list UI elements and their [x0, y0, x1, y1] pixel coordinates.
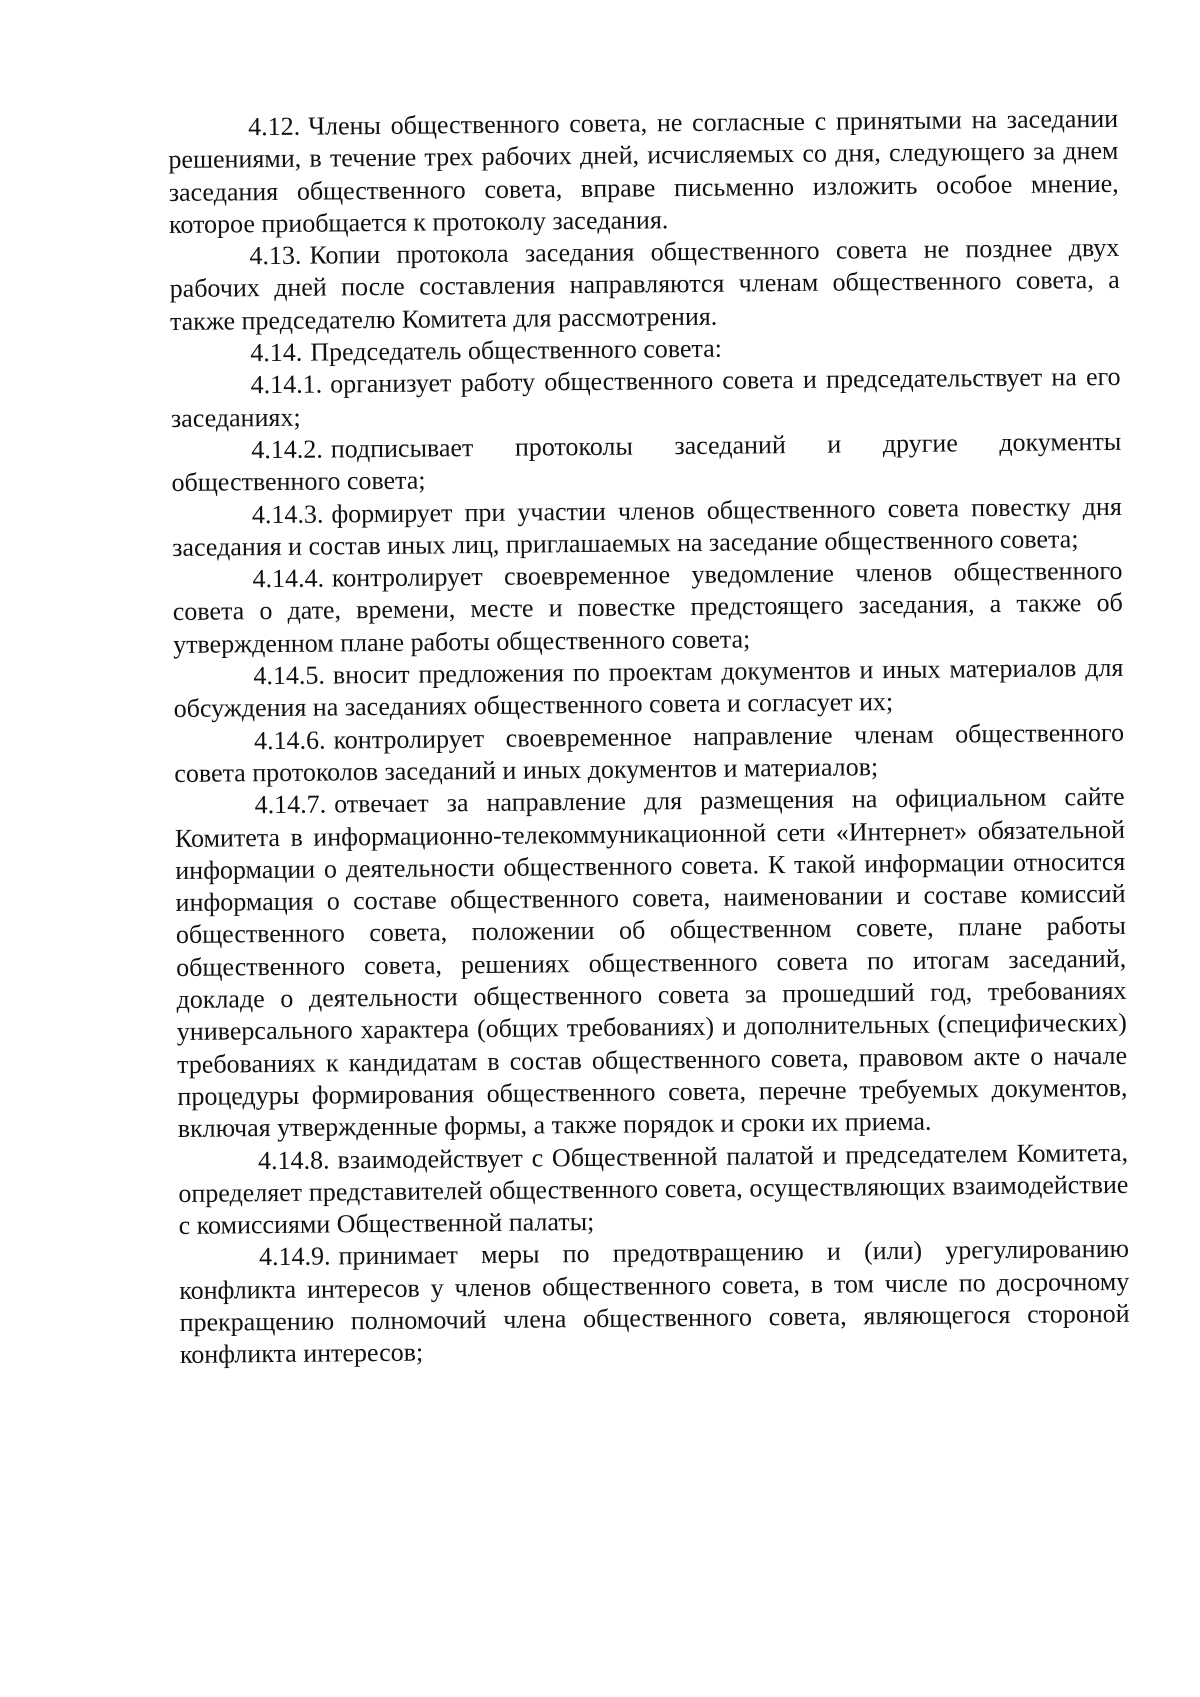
paragraph-4-14-8 — [178, 1136, 1129, 1242]
paragraph-text: Копии протокола заседания общественного совета не позднее двух рабочих дней после составления направляются членам общественного совета, а также председателю Комитета для рассмотрения. — [169, 233, 1120, 336]
paragraph-number: 4.14.6. — [253, 725, 326, 755]
paragraph-4-14-4 — [172, 555, 1123, 661]
paragraph-4-14-3 — [172, 490, 1123, 564]
paragraph-text: контролирует своевременное уведомление членов общественного совета о дате, времени, месте и повестке предстоящего заседания, а также об утвержденном плане работы общественного совета; — [172, 556, 1123, 659]
paragraph-number: 4.14.9. — [258, 1241, 331, 1272]
paragraph-text: отвечает за направление для размещения на официальном сайте Комитета в информационно-телекоммуникационной сети «Интернет» обязательной информации о деятельности общественного совета. К такой информации относится информация о составе общественного совета, наименовании и составе комиссий общественного совета, положении об общественном совете, плане работы общественного совета, решениях общественного совета по итогам заседаний, докладе о деятельности общественного совета за прошедший год, требованиях универсального характера (общих требованиях) и дополнительных (специфических) требованиях к кандидатам в состав общественного совета, правовом акте о начале процедуры формирования общественного совета, перечне требуемых документов, включая утвержденные формы, а также порядок и сроки их приема. — [174, 782, 1128, 1144]
paragraph-4-12 — [168, 103, 1119, 241]
paragraph-text: подписывает протоколы заседаний и другие документы общественного совета; — [171, 426, 1122, 498]
paragraph-number: 4.14.3. — [251, 499, 324, 529]
paragraph-4-14-9 — [179, 1233, 1130, 1371]
paragraph-number: 4.14.5. — [253, 660, 326, 691]
paragraph-number: 4.13. — [249, 240, 302, 271]
paragraph-4-13 — [169, 232, 1120, 338]
paragraph-text: контролирует своевременное направление членам общественного совета протоколов заседаний и иных документов и материалов; — [174, 717, 1125, 788]
paragraph-number: 4.14.8. — [257, 1144, 330, 1175]
paragraph-4-14-5 — [173, 652, 1124, 726]
paragraph-number: 4.14.4. — [252, 563, 325, 594]
paragraph-text: вносит предложения по проектам документов и иных материалов для обсуждения на заседаниях общественного совета и согласует их; — [173, 652, 1124, 724]
paragraph-text: организует работу общественного совета и председательствует на его заседаниях; — [170, 362, 1121, 433]
paragraph-number: 4.14. — [250, 337, 303, 368]
paragraph-text: Члены общественного совета, не согласные с принятыми на заседании решениями, в течение трех рабочих дней, исчисляемых со дня, следующего за днем заседания общественного совета, вправе письменно изложить особое мнение, которое приобщается к протоколу заседания. — [168, 103, 1119, 239]
paragraph-number: 4.14.2. — [251, 434, 323, 465]
paragraph-4-14-1 — [170, 361, 1121, 435]
paragraph-text: принимает меры по предотвращению и (или) урегулированию конфликта интересов у членов общественного совета, в том числе по досрочному прекращению полномочий члена общественного совета, являющегося стороной конфликта интересов; — [179, 1234, 1130, 1370]
paragraph-4-14-2 — [171, 426, 1122, 500]
paragraph-text: Председатель общественного совета: — [310, 333, 723, 367]
paragraph-number: 4.14.7. — [254, 789, 327, 820]
paragraph-number: 4.12. — [248, 111, 301, 142]
document-body — [168, 103, 1130, 1372]
paragraph-text: взаимодействует с Общественной палатой и председателем Комитета, определяет представителей общественного совета, осуществляющих взаимодействие с комиссиями Общественной палаты; — [178, 1137, 1129, 1241]
paragraph-4-14-7 — [175, 781, 1128, 1145]
paragraph-number: 4.14.1. — [250, 369, 323, 400]
paragraph-text: формирует при участии членов общественного совета повестку дня заседания и состав иных лиц, приглашаемых на заседание общественного совета; — [172, 491, 1122, 562]
paragraph-4-14-6 — [174, 716, 1125, 790]
